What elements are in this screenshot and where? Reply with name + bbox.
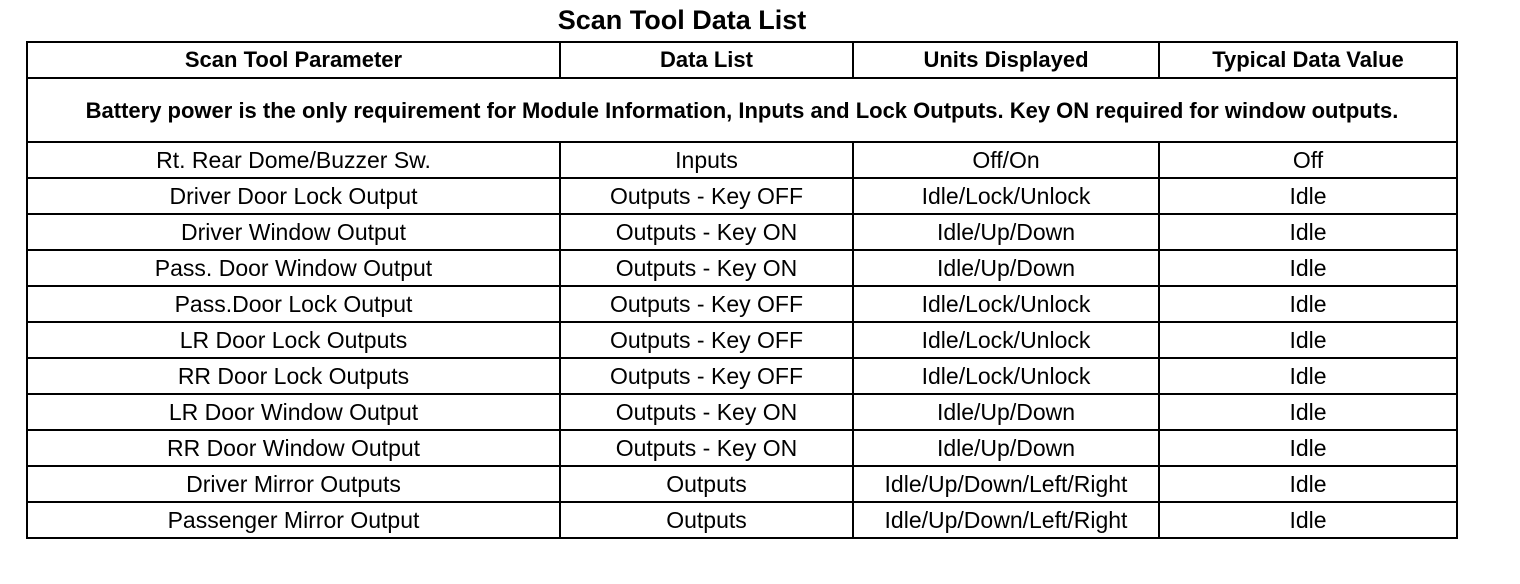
table-row (27, 250, 1457, 286)
typical-value-cell: Idle (1159, 466, 1457, 502)
data-list-cell: Outputs - Key ON (560, 430, 853, 466)
units-cell: Idle/Lock/Unlock (853, 286, 1159, 322)
page-title: Scan Tool Data List (557, 5, 807, 35)
units-cell: Idle/Lock/Unlock (853, 178, 1159, 214)
scan-tool-data-table (26, 41, 1458, 539)
table-row (27, 466, 1457, 502)
table-row (27, 358, 1457, 394)
data-list-cell: Outputs - Key ON (560, 250, 853, 286)
typical-value-cell: Idle (1159, 286, 1457, 322)
units-cell: Off/On (853, 142, 1159, 178)
table-row (27, 286, 1457, 322)
column-header-data-list: Data List (560, 42, 853, 78)
units-cell: Idle/Up/Down (853, 214, 1159, 250)
table-row (27, 430, 1457, 466)
parameter-cell: Driver Window Output (27, 214, 560, 250)
column-header-units: Units Displayed (853, 42, 1159, 78)
typical-value-cell: Idle (1159, 502, 1457, 538)
parameter-cell: Passenger Mirror Output (27, 502, 560, 538)
units-cell: Idle/Lock/Unlock (853, 358, 1159, 394)
data-list-cell: Outputs - Key ON (560, 214, 853, 250)
table-row (27, 322, 1457, 358)
parameter-cell: Pass. Door Window Output (27, 250, 560, 286)
units-cell: Idle/Up/Down/Left/Right (853, 466, 1159, 502)
note-row (27, 78, 1457, 142)
table-header-row (27, 42, 1457, 78)
table-row (27, 214, 1457, 250)
typical-value-cell: Idle (1159, 394, 1457, 430)
table-row (27, 502, 1457, 538)
parameter-cell: LR Door Window Output (27, 394, 560, 430)
table-row (27, 178, 1457, 214)
units-cell: Idle/Up/Down/Left/Right (853, 502, 1159, 538)
units-cell: Idle/Up/Down (853, 250, 1159, 286)
data-list-cell: Outputs - Key OFF (560, 178, 853, 214)
units-cell: Idle/Up/Down (853, 430, 1159, 466)
units-cell: Idle/Lock/Unlock (853, 322, 1159, 358)
parameter-cell: RR Door Lock Outputs (27, 358, 560, 394)
parameter-cell: Driver Door Lock Output (27, 178, 560, 214)
typical-value-cell: Idle (1159, 358, 1457, 394)
data-list-cell: Outputs (560, 502, 853, 538)
parameter-cell: Pass.Door Lock Output (27, 286, 560, 322)
column-header-parameter: Scan Tool Parameter (27, 42, 560, 78)
parameter-cell: RR Door Window Output (27, 430, 560, 466)
units-cell: Idle/Up/Down (853, 394, 1159, 430)
data-list-cell: Outputs - Key OFF (560, 358, 853, 394)
typical-value-cell: Idle (1159, 250, 1457, 286)
parameter-cell: Rt. Rear Dome/Buzzer Sw. (27, 142, 560, 178)
typical-value-cell: Off (1159, 142, 1457, 178)
requirement-note: Battery power is the only requirement for Module Information, Inputs and Lock Outputs. Key ON required for window outputs. (27, 78, 1457, 142)
column-header-typical-value: Typical Data Value (1159, 42, 1457, 78)
typical-value-cell: Idle (1159, 178, 1457, 214)
table-row (27, 142, 1457, 178)
data-list-cell: Outputs - Key ON (560, 394, 853, 430)
parameter-cell: Driver Mirror Outputs (27, 466, 560, 502)
data-list-cell: Outputs - Key OFF (560, 322, 853, 358)
data-list-cell: Inputs (560, 142, 853, 178)
typical-value-cell: Idle (1159, 214, 1457, 250)
data-list-cell: Outputs (560, 466, 853, 502)
typical-value-cell: Idle (1159, 322, 1457, 358)
data-list-cell: Outputs - Key OFF (560, 286, 853, 322)
parameter-cell: LR Door Lock Outputs (27, 322, 560, 358)
typical-value-cell: Idle (1159, 430, 1457, 466)
table-row (27, 394, 1457, 430)
